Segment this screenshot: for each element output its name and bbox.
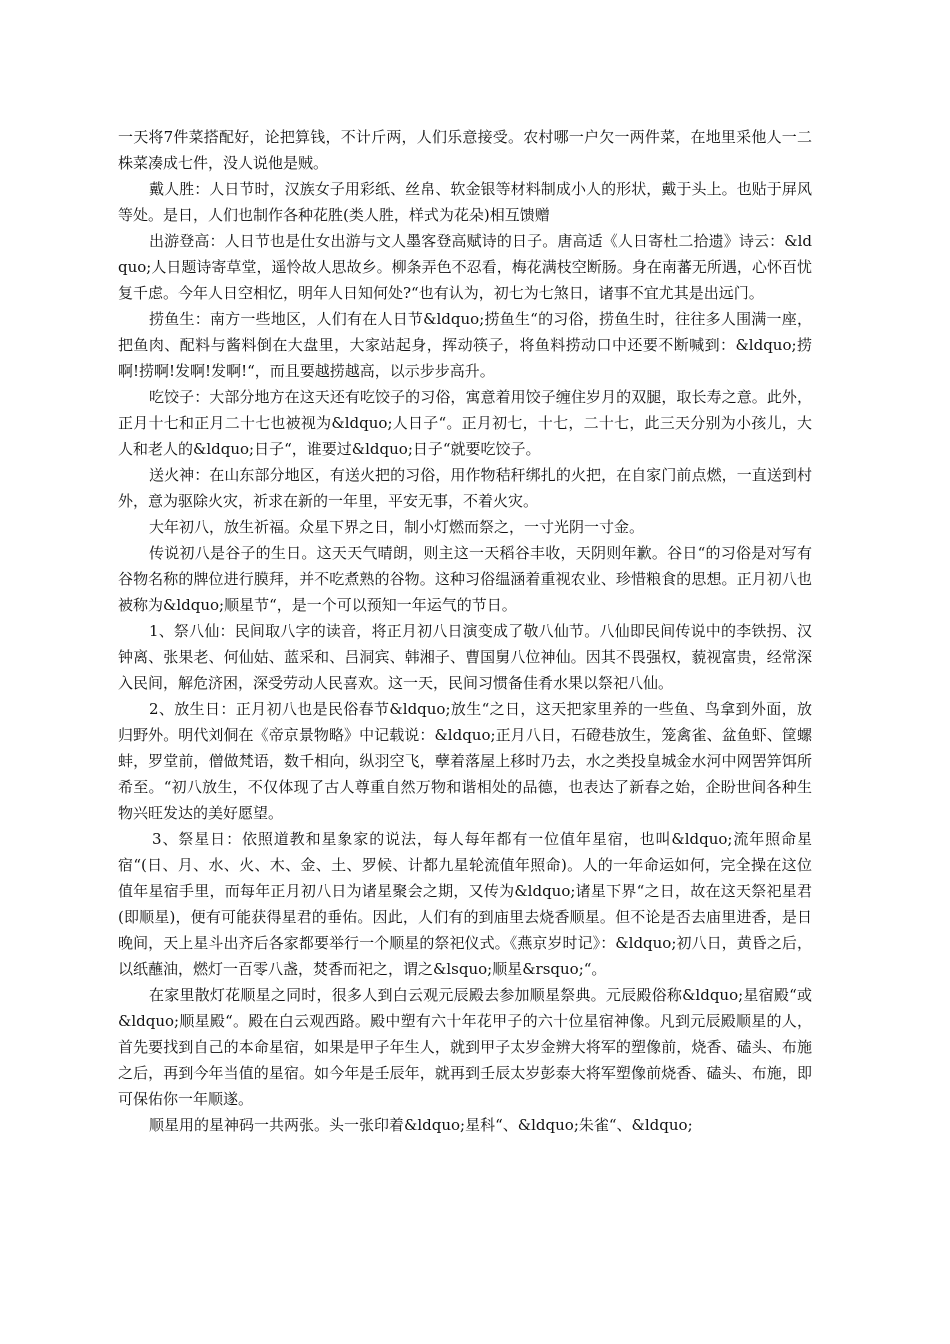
paragraph-outing-climbing: 出游登高：人日节也是仕女出游与文人墨客登高赋诗的日子。唐高适《人日寄杜二拾遗》诗云：&ldquo;人日题诗寄草堂，遥怜故人思故乡。柳条弄色不忍看，梅花满枝空断肠。身在南蕃无所遇，心怀百忧复千虑。今年人日空相忆，明年人日知何处?“也有认为，初七为七煞日，诸事不宜尤其是出远门。	[118, 232, 812, 302]
paragraph-eight-immortals: 1、祭八仙：民间取八字的读音，将正月初八日演变成了敬八仙节。八仙即民间传说中的李铁拐、汉钟离、张果老、何仙姑、蓝采和、吕洞宾、韩湘子、曹国舅八位神仙。因其不畏强权，藐视富贵，经常深入民间，解危济困，深受劳动人民喜欢。这一天，民间习惯备佳肴水果以祭祀八仙。	[118, 622, 812, 692]
paragraph-eighth-day: 大年初八，放生祈福。众星下界之日，制小灯燃而祭之，一寸光阴一寸金。	[149, 518, 645, 536]
paragraph-grain-birthday: 传说初八是谷子的生日。这天天气晴朗，则主这一天稻谷丰收，天阴则年歉。谷日“的习俗是对写有谷物名称的牌位进行膜拜，并不吃煮熟的谷物。这种习俗缊涵着重视农业、珍惜粮食的思想。正月初八也被称为&ldquo;顺星节“，是一个可以预知一年运气的节日。	[118, 544, 812, 614]
paragraph-ren-sheng: 戴人胜：人日节时，汉族女子用彩纸、丝帛、软金银等材料制成小人的形状，戴于头上。也贴于屏风等处。是日，人们也制作各种花胜(类人胜，样式为花朵)相互馈赠	[118, 180, 812, 224]
document-body	[118, 124, 812, 1138]
paragraph-vegetable-dishes: 一天将7件菜搭配好，论把算钱，不计斤两，人们乐意接受。农村哪一户欠一两件菜，在地里采他人一二株菜凑成七件，没人说他是贼。	[118, 128, 812, 172]
paragraph-dumplings: 吃饺子：大部分地方在这天还有吃饺子的习俗，寓意着用饺子缠住岁月的双腿，取长寿之意。此外，正月十七和正月二十七也被视为&ldquo;人日子“。正月初七，十七，二十七，此三天分别为小孩儿，大人和老人的&ldquo;日子“，谁要过&ldquo;日子“就要吃饺子。	[118, 388, 812, 458]
paragraph-fire-god: 送火神：在山东部分地区，有送火把的习俗，用作物秸秆绑扎的火把，在自家门前点燃，一直送到村外，意为驱除火灾，祈求在新的一年里，平安无事，不着火灾。	[118, 466, 812, 510]
paragraph-star-worship: 3、祭星日：依照道教和星象家的说法，每人每年都有一位值年星宿，也叫&ldquo;流年照命星宿“(日、月、水、火、木、金、土、罗候、计都九星轮流值年照命)。人的一年命运如何，完全操在这位值年星宿手里，而每年正月初八日为诸星聚会之期，又传为&ldquo;诸星下界“之日，故在这天祭祀星君(即顺星)，便有可能获得星君的垂佑。因此，人们有的到庙里去烧香顺星。但不论是否去庙里进香，是日晚间，天上星斗出齐后各家都要举行一个顺星的祭祀仪式。《燕京岁时记》：&ldquo;初八日，黄昏之后，以纸蘸油，燃灯一百零八盏，焚香而祀之，谓之&lsquo;顺星&rsquo;“。	[118, 830, 812, 978]
paragraph-star-cards: 顺星用的星神码一共两张。头一张印着&ldquo;星科“、&ldquo;朱雀“、&ldquo;	[149, 1116, 693, 1134]
paragraph-release-life: 2、放生日：正月初八也是民俗春节&ldquo;放生“之日，这天把家里养的一些鱼、鸟拿到外面，放归野外。明代刘侗在《帝京景物略》中记载说：&ldquo;正月八日，石磴巷放生，笼禽雀、盆鱼虾、筐螺蚌，罗堂前，僧做梵语，数千相向，纵羽空飞，孽着落屋上移时乃去，水之类投皇城金水河中网罟笄饵所希至。“初八放生，不仅体现了古人尊重自然万物和谐相处的品德，也表达了新春之始，企盼世间各种生物兴旺发达的美好愿望。	[118, 700, 812, 822]
paragraph-baiyun-temple: 在家里散灯花顺星之同时，很多人到白云观元辰殿去参加顺星祭典。元辰殿俗称&ldquo;星宿殿“或&ldquo;顺星殿“。殿在白云观西路。殿中塑有六十年花甲子的六十位星宿神像。凡到元辰殿顺星的人，首先要找到自己的本命星宿，如果是甲子年生人，就到甲子太岁金辨大将军的塑像前，烧香、磕头、布施之后，再到今年当值的星宿。如今年是壬辰年，就再到壬辰太岁彭泰大将军塑像前烧香、磕头、布施，即可保佑你一年顺遂。	[118, 986, 812, 1108]
paragraph-lao-yu-sheng: 捞鱼生：南方一些地区，人们有在人日节&ldquo;捞鱼生“的习俗，捞鱼生时，往往多人围满一座，把鱼肉、配料与酱料倒在大盘里，大家站起身，挥动筷子，将鱼料捞动口中还要不断喊到：&ldquo;捞啊!捞啊!发啊!发啊!“，而且要越捞越高，以示步步高升。	[118, 310, 812, 380]
